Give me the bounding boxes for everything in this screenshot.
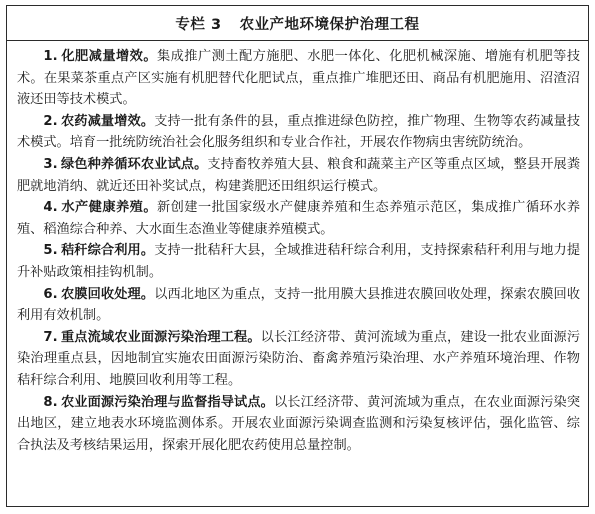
item-body: 新创建一批国家级水产健康养殖和生态养殖示范区，集成推广循环水养殖、稻渔综合种养、大水面生态渔业等健康养殖模式。 — [17, 200, 581, 237]
column-content — [7, 41, 588, 456]
item-title: 化肥减量增效。 — [60, 49, 157, 64]
list-item — [17, 111, 580, 154]
item-title: 秸秆综合利用。 — [60, 243, 155, 259]
list-item — [17, 154, 580, 197]
column-number: 专栏 3 — [175, 16, 222, 33]
item-title: 绿色种养循环农业试点。 — [60, 156, 208, 172]
item-title: 农药减量增效。 — [60, 113, 155, 129]
list-item — [17, 392, 580, 457]
item-body: 集成推广测土配方施肥、水肥一体化、化肥机械深施、增施有机肥等技术。在果菜茶重点产区实施有机肥替代化肥试点，重点推广堆肥还田、商品有机肥施用、沼渣沼液还田等技术模式。 — [17, 49, 581, 108]
item-title: 水产健康养殖。 — [60, 200, 157, 216]
item-title: 农膜回收处理。 — [60, 286, 155, 302]
column-box — [6, 5, 589, 507]
column-title: 农业产地环境保护治理工程 — [239, 16, 420, 33]
item-body: 以西北地区为重点，支持一批用膜大县推进农膜回收处理，探索农膜回收利用有效机制。 — [17, 286, 581, 324]
item-number: 1. — [43, 49, 58, 64]
item-number: 7. — [43, 329, 58, 345]
item-number: 8. — [43, 394, 58, 410]
list-item — [17, 197, 580, 240]
item-body: 支持一批有条件的县，重点推进绿色防控，推广物理、生物等农药减量技术模式。培育一批统防统治社会化服务组织和专业合作社，开展农作物病虫害统防统治。 — [17, 113, 581, 151]
item-number: 6. — [43, 286, 58, 302]
list-item — [17, 284, 580, 327]
column-header — [7, 6, 588, 41]
item-number: 2. — [43, 113, 58, 129]
item-title: 重点流域农业面源污染治理工程。 — [60, 329, 261, 345]
item-number: 3. — [43, 156, 58, 172]
item-body: 支持一批秸秆大县，全域推进秸秆综合利用，支持探索秸秆利用与地力提升补贴政策相挂钩机制。 — [17, 243, 581, 280]
item-body: 以长江经济带、黄河流域为重点，建设一批农业面源污染治理重点县，因地制宜实施农田面源污染防治、畜禽养殖污染治理、水产养殖环境治理、作物秸秆综合利用、地膜回收利用等工程。 — [17, 329, 581, 388]
item-title: 农业面源污染治理与监督指导试点。 — [60, 394, 274, 410]
item-body: 支持畜牧养殖大县、粮食和蔬菜主产区等重点区域，整县开展粪肥就地消纳、就近还田补奖试点，构建粪肥还田组织运行模式。 — [17, 156, 581, 194]
item-number: 4. — [43, 200, 58, 216]
list-item — [17, 46, 580, 111]
list-item — [17, 240, 580, 283]
list-item — [17, 327, 580, 392]
item-body: 以长江经济带、黄河流域为重点，在农业面源污染突出地区，建立地表水环境监测体系。开展农业面源污染调查监测和污染复核评估，强化监管、综合执法及考核结果运用，探索开展化肥农药使用总量控制。 — [17, 394, 581, 453]
item-number: 5. — [43, 243, 58, 259]
